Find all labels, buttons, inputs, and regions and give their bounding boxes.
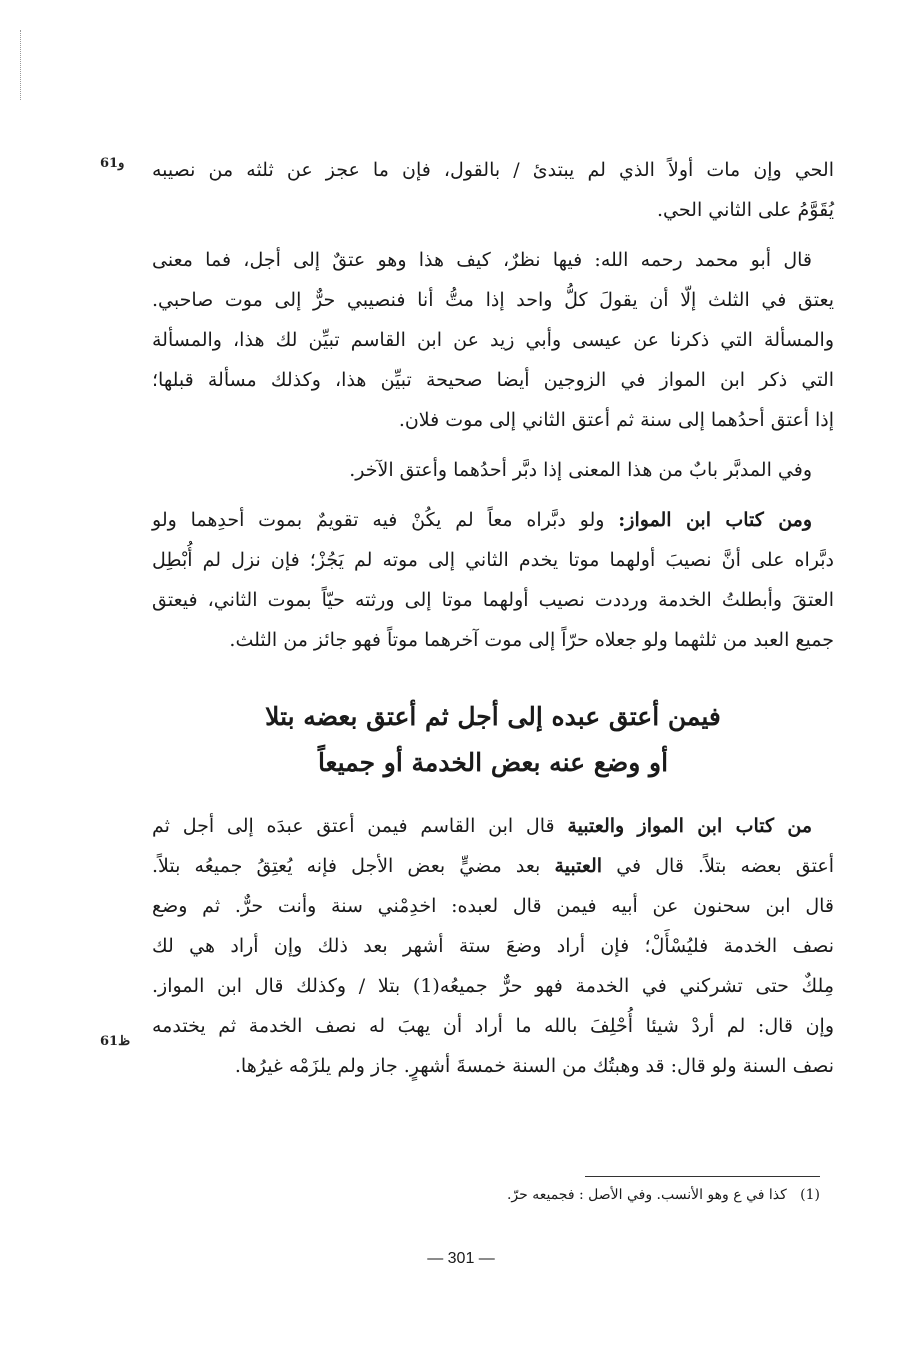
paragraph-5 [152, 806, 834, 1086]
text-line: وفي المدبَّر بابٌ من هذا المعنى إذا دبَّر أحدُهما وأعتق الآخر. [349, 459, 812, 481]
text-line: الحي وإن مات أولاً الذي لم يبتدئ / بالقول، فإن ما عجز عن ثلثه من نصيبه [152, 159, 834, 181]
text-line: مِلكٌ حتى تشركني في الخدمة فهو حرٌّ جميعُه(1) بتلا / وكذلك قال ابن المواز. [152, 975, 834, 997]
text-line: نصف السنة ولو قال: قد وهبتُك من السنة خمسةَ أشهرٍ. جاز ولم يلزَمْه غيرُها. [234, 1055, 834, 1077]
text-line: قال ابن سحنون عن أبيه فيمن قال لعبده: اخدِمْني سنة وأنت حرٌّ. ثم وضع [152, 895, 834, 917]
text-line [152, 846, 834, 886]
text-line [152, 806, 834, 846]
heading-line-1: فيمن أعتق عبده إلى أجل ثم أعتق بعضه بتلا [265, 702, 721, 731]
paragraph-4 [152, 500, 834, 660]
margin-folio-note-top: و61 [100, 156, 125, 171]
source-reference: العتبية [554, 855, 603, 877]
heading-line-2: أو وضع عنه بعض الخدمة أو جميعاً [317, 748, 669, 777]
text-line: العتقَ وأبطلتُ الخدمة ورددت نصيب أولهما موتا إلى ورثته حيّاً بموت الثاني، فيعتق [152, 589, 834, 611]
margin-folio-note-lower: ظ61 [100, 1034, 131, 1049]
text-line: وإن قال: لم أردْ شيئا أُحْلِفَ بالله ما أراد أن يهبَ له نصف الخدمة ثم يختدمه [152, 1015, 835, 1037]
text-run: قال ابن القاسم فيمن أعتق عبدَه إلى أجل ثم [152, 815, 555, 837]
paragraph-1 [152, 150, 834, 230]
text-run: ولو دبَّراه معاً لم يكُنْ فيه تقويمٌ بموت أحدِهما ولو [152, 509, 605, 531]
source-reference: من كتاب ابن المواز والعتبية [567, 815, 813, 837]
paragraph-2 [152, 240, 834, 440]
footnote-marker: (1) [800, 1187, 820, 1203]
footnote-text: كذا في ع وهو الأنسب. وفي الأصل : فجميعه حرّ. [506, 1187, 787, 1203]
text-line: التي ذكر ابن المواز في الزوجين أيضا صحيحة تبيِّن هذا، وكذلك مسألة قبلها؛ [152, 369, 834, 391]
text-line: يُقَوَّمُ على الثاني الحي. [657, 199, 834, 221]
text-line: دبَّراه على أنَّ نصيبَ أولهما موتا يخدم الثاني إلى موته لم يَجُزْ؛ فإن نزل لم أُبْطِل [152, 549, 834, 571]
text-line: يعتق في الثلث إلّا أن يقولَ كلُّ واحد إذا متُّ أنا فنصيبي حرٌّ إلى موت صاحبي. [152, 289, 834, 311]
text-line: جميع العبد من ثلثهما ولو جعلاه حرّاً إلى موت آخرهما موتاً فهو جائز من الثلث. [229, 629, 834, 651]
text-line [152, 500, 834, 540]
text-line: والمسألة التي ذكرنا عن عيسى وأبي زيد عن ابن القاسم تبيِّن لك هذا، والمسألة [152, 329, 834, 351]
paragraph-3 [152, 450, 834, 490]
text-line: قال أبو محمد رحمه الله: فيها نظرٌ، كيف هذا وهو عتقٌ إلى أجل، فما معنى [152, 249, 812, 271]
footnote-divider [585, 1176, 820, 1177]
scan-edge-marks [20, 30, 45, 100]
section-heading [152, 694, 834, 786]
text-line: إذا أعتق أحدُهما إلى سنة ثم أعتق الثاني إلى موت فلان. [398, 409, 834, 431]
page-number: — 301 — [427, 1250, 495, 1267]
text-run: بعد مضيٍّ بعض الأجل فإنه يُعتِقُ جميعُه بتلاً. [152, 855, 541, 877]
text-line: نصف الخدمة فليُسْأَلْ؛ فإن أراد وضعَ ستة أشهر بعد ذلك وإن أراد هي لك [152, 935, 834, 957]
footnote [380, 1182, 820, 1208]
source-reference: ومن كتاب ابن المواز: [618, 509, 813, 531]
text-run: أعتق بعضه بتلاً. قال في [616, 855, 834, 877]
main-text-block [152, 150, 834, 1096]
